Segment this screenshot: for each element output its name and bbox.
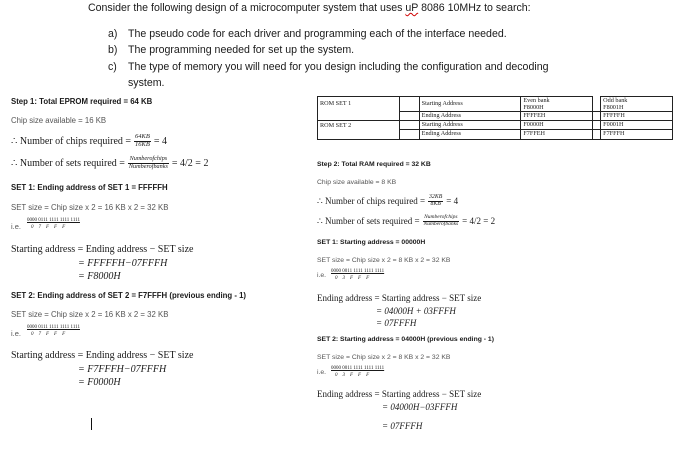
address-label-cell: Ending Address	[419, 112, 521, 121]
question-intro	[88, 2, 531, 14]
even-bank-value: F8000H	[523, 104, 544, 111]
binary-digits: 0000 0111 1111 1111 1111	[27, 218, 80, 223]
rom-set-cell	[318, 112, 400, 121]
left-set2-calc-1: Starting address = Ending address − SET size	[11, 350, 194, 361]
rom-set-cell: ROM SET 2	[318, 121, 400, 130]
right-set1-calc-3: = 07FFFH	[376, 318, 417, 328]
left-set2-size: SET size = Chip size x 2 = 16 KB x 2 = 32 KB	[11, 310, 169, 319]
sets-label: ∴ Number of sets required =	[317, 215, 420, 226]
odd-bank-value: F7FFFH	[601, 130, 673, 139]
right-sets-equation	[317, 212, 495, 230]
left-chips-equation	[11, 130, 167, 152]
spacer-cell	[593, 97, 601, 112]
hex-digits: 0 7 F F F	[31, 225, 66, 230]
fraction-numerator: Numberofchips	[129, 155, 168, 163]
spacer-cell	[593, 121, 601, 130]
sets-fraction	[423, 215, 460, 227]
rom-address-table	[317, 96, 673, 140]
right-set2-size: SET size = Chip size x 2 = 8 KB x 2 = 32 KB	[317, 354, 451, 361]
spacer-cell	[399, 121, 419, 130]
address-label-cell: Starting Address	[419, 97, 521, 112]
ie-label: i.e.	[11, 222, 22, 231]
fraction-denominator: Numberofbanks	[423, 220, 459, 227]
hex-digits: 0 7 F F F	[31, 332, 66, 337]
table-row	[318, 121, 673, 130]
left-set1-calc-1: Starting address = Ending address − SET size	[11, 244, 194, 255]
left-set1-calc-2: = FFFFFH−07FFFH	[78, 258, 168, 269]
question-item-a	[108, 28, 507, 40]
address-label-cell: Starting Address	[419, 121, 521, 130]
sets-result: = 4/2 = 2	[171, 157, 209, 169]
fraction-denominator: Numberofbanks	[128, 162, 168, 170]
hex-digits: 0 3 F F F	[335, 373, 370, 378]
table-row	[318, 112, 673, 121]
right-set1-calc-2: = 04000H + 03FFFH	[376, 306, 456, 316]
left-set2-calc-3: = F0000H	[78, 377, 121, 388]
ie-label: i.e.	[11, 329, 22, 338]
right-set1-heading: SET 1: Starting address = 00000H	[317, 239, 426, 246]
item-text: The programming needed for set up the system.	[128, 44, 355, 56]
odd-bank-value: FFFFFH	[601, 112, 673, 121]
left-set2-calc-2: = F7FFFH−07FFFH	[78, 364, 167, 375]
binary-digits: 0000 0111 1111 1111 1111	[27, 325, 80, 330]
spacer-cell	[399, 112, 419, 121]
even-bank-header: Even bank	[523, 97, 550, 104]
intro-pre: Consider the following design of a microcomputer system that uses	[88, 2, 406, 14]
even-bank-cell	[521, 97, 593, 112]
item-letter: b)	[108, 44, 118, 56]
item-text: The type of memory you will need for you design including the configuration and decoding	[128, 61, 549, 73]
step1-heading: Step 1: Total EPROM required = 64 KB	[11, 97, 153, 106]
spacer-cell	[399, 97, 419, 112]
odd-bank-header: Odd bank	[603, 97, 628, 104]
right-chip-size: Chip size available = 8 KB	[317, 179, 397, 186]
right-set1-size: SET size = Chip size x 2 = 8 KB x 2 = 32 KB	[317, 257, 451, 264]
sets-result: = 4/2 = 2	[462, 216, 496, 226]
right-set2-calc-1: Ending address = Starting address − SET size	[317, 389, 482, 399]
fraction-numerator: Numberofchips	[424, 214, 458, 220]
rom-set-cell: ROM SET 1	[318, 97, 400, 112]
fraction-denominator: 16KB	[135, 140, 150, 148]
right-set1-calc-1: Ending address = Starting address − SET size	[317, 293, 482, 303]
address-label-cell: Ending Address	[419, 130, 521, 139]
chips-fraction	[134, 134, 151, 148]
chips-label: ∴ Number of chips required =	[317, 195, 426, 206]
even-bank-value: FFFFEH	[521, 112, 593, 121]
question-item-c	[108, 61, 548, 73]
left-set1-heading: SET 1: Ending address of SET 1 = FFFFFH	[11, 183, 168, 192]
item-letter: a)	[108, 28, 118, 40]
left-set2-heading: SET 2: Ending address of SET 2 = F7FFFH (previous ending - 1)	[11, 291, 247, 300]
left-set1-calc-3: = F8000H	[78, 271, 121, 282]
question-item-b	[108, 44, 354, 56]
table-row	[318, 97, 673, 112]
left-sets-equation	[11, 152, 208, 174]
rom-set-cell	[318, 130, 400, 139]
fraction-numerator: 64KB	[135, 133, 150, 140]
intro-post: 8086 10MHz to search:	[418, 2, 531, 14]
binary-digits: 0000 0011 1111 1111 1111	[331, 366, 385, 371]
sets-label: ∴ Number of sets required =	[11, 157, 125, 169]
chips-result: = 4	[446, 196, 459, 206]
odd-bank-cell	[601, 97, 673, 112]
ie-label: i.e.	[317, 272, 327, 279]
hex-digits: 0 3 F F F	[335, 276, 370, 281]
fraction-denominator: 8KB	[430, 200, 441, 207]
chips-label: ∴ Number of chips required =	[11, 135, 132, 147]
sets-fraction	[128, 156, 169, 169]
step2-heading: Step 2: Total RAM required = 32 KB	[317, 161, 431, 168]
chips-fraction	[428, 195, 443, 208]
binary-digits: 0000 0011 1111 1111 1111	[331, 269, 385, 274]
item-text: The pseudo code for each driver and programming each of the interface needed.	[128, 28, 507, 40]
odd-bank-value: F8001H	[603, 104, 624, 111]
chips-result: = 4	[153, 135, 167, 147]
spacer-cell	[593, 130, 601, 139]
odd-bank-value: F0001H	[601, 121, 673, 130]
spellcheck-word: uP	[405, 2, 419, 14]
left-set1-size: SET size = Chip size x 2 = 16 KB x 2 = 32 KB	[11, 203, 169, 212]
table-row	[318, 130, 673, 139]
ie-label: i.e.	[317, 369, 327, 376]
text-cursor	[91, 418, 92, 430]
question-item-c-cont: system.	[128, 77, 165, 89]
right-set2-heading: SET 2: Starting address = 04000H (previous ending - 1)	[317, 336, 494, 343]
item-letter: c)	[108, 61, 117, 73]
spacer-cell	[593, 112, 601, 121]
left-chip-size: Chip size available = 16 KB	[11, 116, 107, 125]
even-bank-value: F7FFEH	[521, 130, 593, 139]
right-set2-calc-2: = 04000H−03FFFH	[382, 402, 458, 412]
fraction-numerator: 32KB	[429, 193, 443, 200]
right-set2-calc-3: = 07FFFH	[382, 421, 423, 431]
spacer-cell	[399, 130, 419, 139]
even-bank-value: F0000H	[521, 121, 593, 130]
right-chips-equation	[317, 192, 458, 210]
